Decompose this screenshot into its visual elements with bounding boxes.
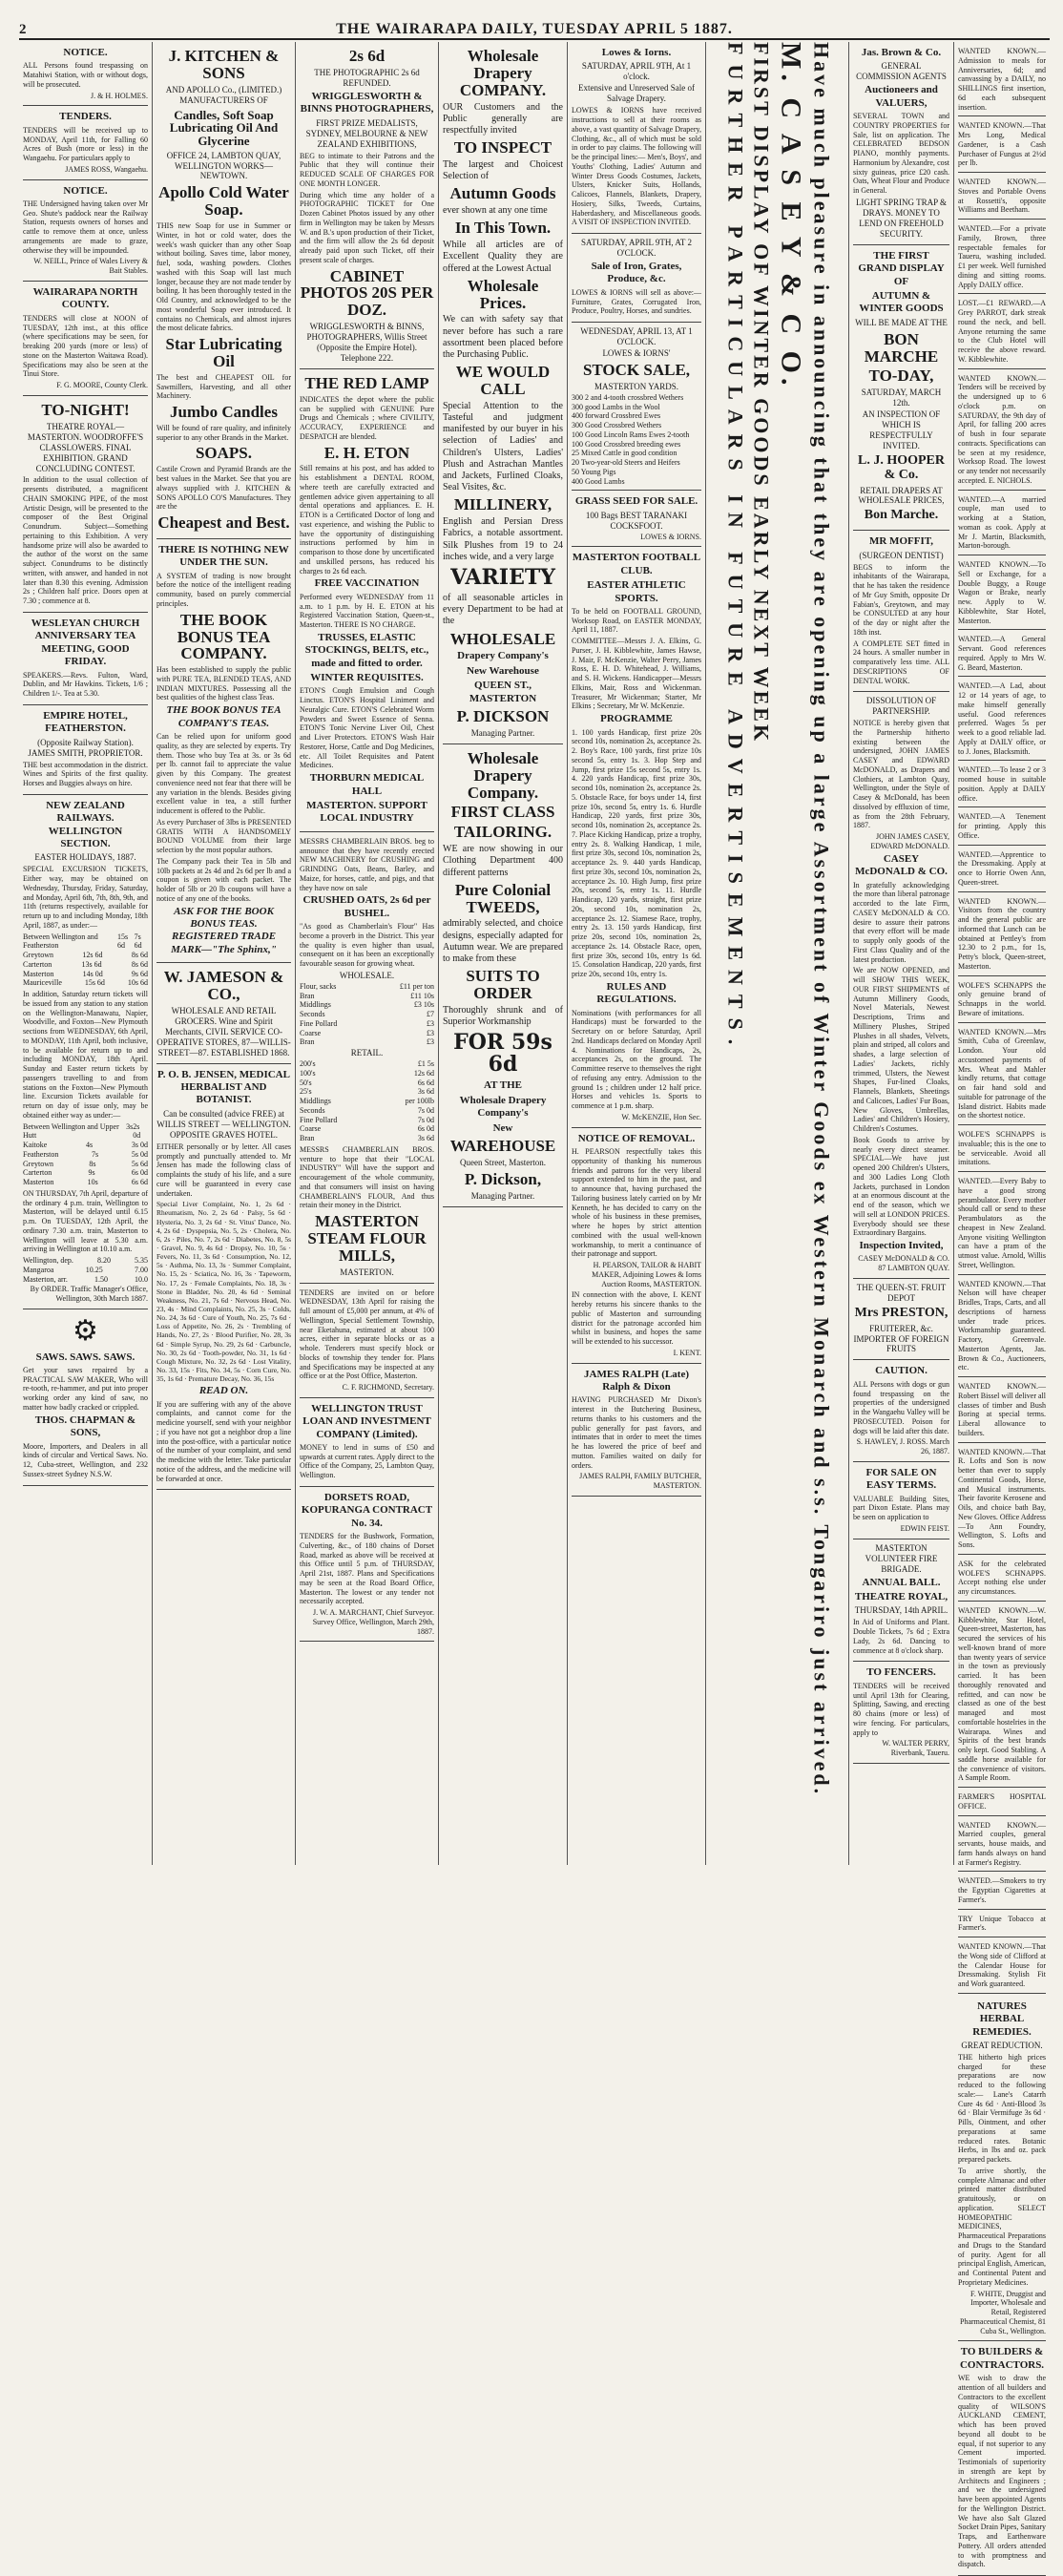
ad-kitchen: J. KITCHEN & SONS AND APOLLO Co., (LIMITED.) MANUFACTURERS OF Candles, Soft Soap Lubricating Oil And Glycerine OFFICE 24, LAMBTON QUAY, WELLINGTON WORKS—NEWTOWN. Apollo Cold Water Soap. THIS new Soap for use in Summer or Winter, in hot or cold water, does the week's wash quicker than any other Soap without boiling. Saves time, labor money, fuel, soda, washing powders. Clothes washed with this Soap will last much longer, because they are not made tender by boiling. It has been thoroughly tested in the Old Country, and acknowledged to be the most wonderful Soap ever introduced. It contains no Chemicals, and almost injures the most delicate fabrics. Star Lubricating Oil The best and CHEAPEST OIL for Sawmillers, Harvesting, and all other Machinery. Jumbo Candles Will be found of rare quality, and infinitely superior to any other Brands in the Market. SOAPS. Castile Crown and Pyramid Brands are the best values in the Market. See that you are always supplied with J. KITCHEN & SONS APOLLO CO'S Manufactures. They are the Cheapest and Best. xyxy=(156,42,291,539)
timetable-row: Mangaroa 10.25 7.00 xyxy=(23,1265,148,1274)
ad-football-club: MASTERTON FOOTBALL CLUB. EASTER ATHLETIC SPORTS. To be held on FOOTBALL GROUND, Worksop Road, on EASTER MONDAY, April 11, 1887. COMMITTEE—Messrs J. A. Elkins, G. Purser, J. H. Kibblewhite, James Hawse, J. Mair, F. McKenzie, Walter Perry, James Ross, E. H. D. Whitehead, J. Williams, and S. H. Wickens. Handicapper—Messrs Elkins, Mair, Ross and Wickenman. Treasurer, Mr Wickenman; Starter, Mr Elkins ; Secretary, Mr W. McKenzie. PROGRAMME 1. 100 yards Handicap, first prize 20s second 10s, nomination 2s, acceptance 2s. 2. Boy's Race, 100 yards, first prize 10s second 5s, entry 1s. 3. Hop Step and Jump, first prize 15s second 5s, entry 1s. 4. 220 yards Handicap, first prize 30s, second 10s, nomination 2s, acceptance 2s. 5. Obstacle Race, for boys under 14, first prize 10s, second 5s, entry 1s. 6. Hurdle Handicap, 220 yards, first prize 30s, second 10s, nomination 2s, acceptance 2s. 7. Place Kicking Handicap, prize a trophy, entry 2s. 8. Walking Handicap, 1 mile, first prize 30s, second 10s, nomination 2s, acceptance 2s. 9. 440 yards Handicap, first prize 30s, second 10s, nomination 2s, acceptance 2s. 10. High Jump, first prize 20s, second 5s, entry 1s. 11. Hurdle Handicap, 120 yards, straight, first prize 20s, second 10s, nomination 2s, acceptance 2s. 12. Siamese Race, trophy, entry 2s. 13. 150 yards Handicap, first prize 20s, second 10s, nomination 2s, acceptance 2s. 14. Obstacle Race, open, first prize 30s, second 10s, entry 1s 6d. 15. Consolation Handicap, 220 yards, first prize 20s, second 10s, entry 1s. RULES AND REGULATIONS. Nominations (with performances for all Handicaps) must be forwarded to the Secretary on or before Saturday, April 2nd. Handicaps declared on Monday April 4. Nominations for Handicaps, 2s, acceptances 2s, on the ground. The Committee reserve to themselves the right of refusing any entry. Admission to the ground 1s ; children under 12 half price. Horses and vehicles 1s. Sports to commence at 1 p.m. sharp. W. McKENZIE, Hon Sec. xyxy=(572,547,701,1127)
wanted-notice: WOLFE'S SCHNAPPS the only genuine brand of Schnapps in the world. Beware of imitations. xyxy=(958,978,1046,1023)
ad-tenders: TENDERS. TENDERS will be received up to MONDAY, April 11th, for Falling 60 Acres of Bush (more or less) in the Wangaehu. For particulars apply to JAMES ROSS, Wangaehu. xyxy=(23,106,148,179)
ad-fire-brigade: MASTERTON VOLUNTEER FIRE BRIGADE. ANNUAL BALL. THEATRE ROYAL, THURSDAY, 14th APRIL. In Aid of Uniforms and Plant. Double Tickets, 7s 6d ; Extra Lady, 2s 6d. Dancing to commence at 8 o'clock sharp. xyxy=(853,1539,949,1663)
wanted-notice: WANTED KNOWN.—That R. Lofts and Son is now better than ever to supply Continental Goods, Horse, and Musical instruments. Their favorite Kerosene and Oils, and choice bath Bay, New Gloves. Office Address—To Ann Foundry, Wellington, S. Lofts and Sons. xyxy=(958,1445,1046,1555)
stock-item: 300 good Lambs in the Wool xyxy=(572,402,660,411)
ad-dorsets-road: DORSETS ROAD, KOPURANGA CONTRACT No. 34. TENDERS for the Bushwork, Formation, Culverting, &c., of 180 chains of Dorset Road, marked as above will be received at this Office until 5 p.m. of THURSDAY, April 21st, 1887. Plans and Specifications may be seen at the Road Board Office, Masterton. The lowest or any tender not necessarily accepted. J. W. A. MARCHANT, Chief Surveyor. Survey Office, Wellington, March 29th, 1887. xyxy=(300,1487,434,1642)
wanted-notice: WANTED.—For a private Family, Brown, three respectable females for Taueru, washing included. £1 per week. Well furnished dining and sitting rooms. Apply DAILY office. xyxy=(958,221,1046,294)
masthead xyxy=(19,13,1050,40)
ad-wesleyan: WESLEYAN CHURCH ANNIVERSARY TEA MEETING, GOOD FRIDAY. SPEAKERS.—Revs. Fulton, Ward, Dublin, and Mr Hawkins. Tickets, 1/6 ; Children 1/-. Tea at 5.30. xyxy=(23,613,148,705)
wanted-notice: WOLFE'S SCHNAPPS is invaluable; this is the one to be serviceable. Avoid all imitations. xyxy=(958,1127,1046,1172)
ad-jensen: P. O. B. JENSEN, MEDICAL HERBALIST AND BOTANIST. Can be consulted (advice FREE) at WILLIS STREET — WELLINGTON. OPPOSITE GRAVES HOTEL. EITHER personally or by letter. All cases promptly and punctually attended to. Mr Jensen has made the following class of complaints the study of his life, and a sure cure will be guaranteed in every case undertaken. Special Liver Complaint, No. 1, 2s 6d · Rheumatism, No. 2, 2s 6d · Palsy, 5s 6d · Hysteria, No. 3, 2s 6d · St. Vitus' Dance, No. 4, 2s 6d · Dyspepsia, No. 5, 2s · Cholera, No. 6, 2s · Piles, No. 7, 2s 6d · Diabetes, No. 8, 5s · Gravel, No. 9, 4s 6d · Dropsy, No. 10, 5s · Fevers, No. 11, 3s 6d · Consumption, No. 12, 5s · Asthma, No. 13, 3s · Summer Complaint, No. 15, 2s · Sciatica, No. 16, 3s · Tapeworm, No. 17, 2s · Female Complaints, No. 18, 3s · Stone in Bladder, No. 20, 4s 6d · Seminal Weakness, No. 21, 7s 6d · Nervous Head, No. 23, 4s · Mind Complaints, No. 25, 3s · Colds, No. 24, 3s 6d · Cure of Youth, No. 25, 7s 6d · Loss of Appetite, No. 26, 2s · Trembling of Hands, No. 27, 2s · Blood Purifier, No. 28, 3s 6d · Simple Syrup, No. 29, 2s 6d · Carbuncle, No. 30, 2s 6d · Tooth-powder, No. 31, 1s 6d · Cough Mixture, No. 32, 2s 6d · Lost Vitality, No. 33, 15s · Fits, No. 34, 5s · Corn Cure, No. 35, 1s 6d · Premature Decay, No. 36, 15s READ ON. If you are suffering with any of the above complaints, and cannot come for the medicine yourself, send with your neighbor ; if you have not got a neighbor drop a line into the post-office, with a particular notice of the number of your complaint, and send the medicine with the letter. Take particular notice of the address, and the medicine will be forwarded at once. xyxy=(156,1064,291,1491)
ad-jameson: W. JAMESON & CO., WHOLESALE AND RETAIL GROCERS. Wine and Spirit Merchants, CIVIL SERVICE CO-OPERATIVE STORES, 87—WILLIS-STREET—87. ESTABLISHED 1868. xyxy=(156,963,291,1064)
ad-book-bonus: THERE IS NOTHING NEW UNDER THE SUN. A SYSTEM of trading is now brought before the notice of the intelligent reading community, based on purely commercial principles. THE BOOK BONUS TEA COMPANY. Has been established to supply the public with PURE TEA, BLENDED TEAS, AND INDIAN MIXTURES. Possessing all the best qualities of the highest class Teas. THE BOOK BONUS TEA COMPANY'S TEAS. Can be relied upon for uniform good quality, as they are selected by experts. Try them. Those who buy Tea at 3s. or 3s 6d per lb. cannot fail to appreciate the value given by this Company. The greatest convenience need not fear that there will be any variation in the blends. Besides giving excellent value in tea, a still further inducement is offered to the Public. As every Purchaser of 3lbs is PRESENTED GRATIS WITH A HANDSOMELY BOUND VOLUME from their large selection by the most popular authors. The Company pack their Tea in 5lb and 10lb packets at 2s 4d and 2s 6d per lb and a coupon is given with each packet. The holder of 5lb or 20 lb coupons will have a notice of any one of the books. ASK FOR THE BOOK BONUS TEAS. REGISTERED TRADE MARK—"The Sphinx," xyxy=(156,539,291,963)
wanted-notice: WANTED KNOWN.—Admission to meals for Anniversaries, 6d; and canvassing by a DAILY, no SHILLINGS first insertion, 6d each subsequent insertion. xyxy=(958,44,1046,116)
ad-saws: ⚙ SAWS. SAWS. SAWS. Get your saws repaired by a PRACTICAL SAW MAKER, Who will re-tooth, re-hammer, and put into proper working order any kind of saw, no matter how badly cracked or crippled. THOS. CHAPMAN & SONS, Moore, Importers, and Dealers in all kinds of circular and Vertical Saws. No. 12, Cuba-street, Wellington, and 232 Sussex-street Sydney N.S.W. xyxy=(23,1309,148,1486)
wanted-notice: LOST.—£1 REWARD.—A Grey PARROT, dark streak round the neck, and bell. Anyone returning the same to the Club Hotel will receive the above reward. W. Kibblewhite. xyxy=(958,296,1046,368)
wanted-notice: WANTED.—To lease 2 or 3 roomed house in suitable position. Apply at DAILY office. xyxy=(958,763,1046,807)
fare-row: Carterton 13s 6d 8s 6d xyxy=(23,959,148,969)
wanted-notice: WANTED.—A Tenement for printing. Apply this Office. xyxy=(958,809,1046,845)
column-6-rotated xyxy=(706,42,849,1865)
ad-for-sale: FOR SALE ON EASY TERMS. VALUABLE Building Sites, part Dixon Estate. Plans may be seen on application to EDWIN FEIST. xyxy=(853,1462,949,1539)
columns xyxy=(19,42,1050,2569)
wanted-notice: FARMER'S HOSPITAL OFFICE. xyxy=(958,1790,1046,1816)
price-row: 200's £1 5s xyxy=(300,1059,434,1068)
rotated-line-3: FIRST DISPLAY OF WINTER GOODS EARLY NEXT WEEK xyxy=(748,42,773,744)
ad-north-county: WAIRARAPA NORTH COUNTY. TENDERS will close at NOON of TUESDAY, 12th inst., at this office (where specifications may be seen, for breaking 200 yards (more or less) of stone on the Masterton Waitawa Road). Specifications may also be seen at the Tinui Store. F. G. MOORE, County Clerk. xyxy=(23,282,148,396)
stock-item: 100 Good Lincoln Rams Ewes 2-tooth xyxy=(572,429,690,439)
price-row: Middlings £3 10s xyxy=(300,1000,434,1010)
price-row: 100's 12s 6d xyxy=(300,1068,434,1078)
fare-row: Masterton 14s 0d 9s 6d xyxy=(23,969,148,978)
fare-row: Carterton 9s 6s 0d xyxy=(23,1168,148,1178)
column-8 xyxy=(954,42,1050,2569)
fare-row: Featherston 7s 5s 0d xyxy=(23,1149,148,1159)
ad-photographers: 2s 6d THE PHOTOGRAPHIC 2s 6d REFUNDED. WRIGGLESWORTH & BINNS PHOTOGRAPHERS, FIRST PRIZE MEDALISTS, SYDNEY, MELBOURNE & NEW ZEALAND EXHIBITIONS, BEG to intimate to their Patrons and the Public that they will continue their REDUCED SCALE OF CHARGES FOR ONE MONTH LONGER. During which time any holder of a PHOTOGRAPHIC TICKET for One Dozen Cabinet Photos issued by any other firm in Wellington may be taken by Messrs W. and B.'s upon production of their Ticket, and the firm will allow the 2s 6d deposit already paid upon such Ticket, off their present scale of charges. CABINET PHOTOS 20S PER DOZ. WRIGGLESWORTH & BINNS, PHOTOGRAPHERS, Willis Street (Opposite the Empire Hotel). Telephone 222. xyxy=(300,42,434,369)
ad-railways: NEW ZEALAND RAILWAYS. WELLINGTON SECTION. EASTER HOLIDAYS, 1887. SPECIAL EXCURSION TICKETS, Either way, may be obtained on Wednesday, Thursday, Friday, Saturday, and Monday, April 6th, 7th, 8th, 9th, and 11th (returns respectively, available for return up to and including Monday, 18th April, 1887, as under:— Between Wellington and Featherston 15s 6d 7s 6d Greytown 12s 6d 8s 6d Carterton 13s 6d 8s 6d Masterton 14s 0d 9s 6d Mauriceville 15s 6d 10s 6d In addition, Saturday return tickets will be issued from any station to any station on the Wellington-Manawatu, Napier, Woodville, and Foxton—New Plymouth sections from WEDNESDAY, 6th April, to MONDAY, 11th April, both inclusive, to be available for return up to and including MONDAY, 18th April. Sunday and Easter return tickets by passengers travelling to and from stations on the Foxton—New Plymouth line. Excursion Tickets available for return on day of issue only, may be obtained either way as under:— Between Wellington and Upper Hutt 3s 2s 0d Kaitoke 4s 3s 0d Featherston 7s 5s 0d Greytown 8s 5s 6d Carterton 9s 6s 0d Masterton 10s 6s 6d ON THURSDAY, 7th April, departure of the ordinary 4 p.m. train, Wellington to Masterton, will be delayed until 6.15 p.m. On TUESDAY, 12th April, the ordinary 7.30 a.m. train, Masterton to Wellington will leave at 5.30 a.m. arriving in Wellington at 10.10 a.m. Wellington, dep. 8.20 5.35 Mangaroa 10.25 7.00 Masterton, arr. 1.50 10.0 By ORDER. Traffic Manager's Office, Wellington, 30th March 1887. xyxy=(23,795,148,1309)
ad-trust-loan: WELLINGTON TRUST LOAN AND INVESTMENT COMPANY (Limited). MONEY to lend in sums of £50 and upwards at current rates. Apply direct to the Office of the Company, 25, Lambton Quay, Wellington. xyxy=(300,1398,434,1487)
ad-preston: THE QUEEN-ST. FRUIT DEPOT Mrs PRESTON, FRUITERER, &c. IMPORTER OF FOREIGN FRUITS xyxy=(853,1279,949,1361)
ad-caution: CAUTION. ALL Persons with dogs or gun found trespassing on the properties of the undersigned in the Wangaehu Valley will be PROSECUTED. Poison for dogs will be laid after this date. S. HAWLEY, J. ROSS. March 26, 1887. xyxy=(853,1360,949,1461)
ad-bon-marche: THE FIRST GRAND DISPLAY OF AUTUMN & WINTER GOODS WILL BE MADE AT THE BON MARCHE TO-DAY, SATURDAY, MARCH 12th. AN INSPECTION OF WHICH IS RESPECTFULLY INVITED. L. J. HOOPER & Co. RETAIL DRAPERS AT WHOLESALE PRICES, Bon Marche. xyxy=(853,245,949,531)
ad-grass-seed: GRASS SEED FOR SALE. 100 Bags BEST TARANAKI COCKSFOOT. LOWES & IORNS. xyxy=(572,491,701,547)
price-row: Bran 3s 6d xyxy=(300,1134,434,1142)
fare-table xyxy=(23,932,148,989)
column-4 xyxy=(439,42,568,1865)
wanted-notice: WANTED.—A Lad, about 12 or 14 years of age, to make himself generally useful. Good references preferred. Wages 5s per week to a good reliable lad. Apply at DAILY office, or to J. Jones, Blacksmith. xyxy=(958,679,1046,761)
retail-prices xyxy=(300,1059,434,1143)
ad-dissolution: DISSOLUTION OF PARTNERSHIP. NOTICE is hereby given that the Partnership hitherto existing between the undersigned, JOHN JAMES CASEY and EDWARD McDONALD, as Drapers and Clothiers, at Lambton Quay, Wellington, under the Style of Casey & McDonald, has been dissolved by effluxion of time, as from the 28th February, 1887. JOHN JAMES CASEY, EDWARD McDONALD. CASEY McDONALD & CO. In gratefully acknowledging the more than liberal patronage accorded to the late Firm, CASEY McDONALD & CO. desire to assure their patrons that every effort will be made to supply only goods of the First Class Quality and of the latest production. We are NOW OPENED, and will SHOW THIS WEEK, OUR FIRST SHIPMENTS of Autumn Millinery Goods, Novel Materials, Newest Descriptions, Trims and Millinery Plushes, Striped Plushes in all shades, Velvets, plain and striped, all colors and shades, a large selection of Ladies' Jackets, richly trimmed, Ulsters, the Newest Shapes, Fur-lined Cloaks, Flannels, Blankets, Sheetings and Calicoes, Ladies' Fur Boas, New Gloves, Umbrellas, Ladies' and Children's Hosiery, Children's Costumes. Book Goods to arrive by nearly every direct steamer. SPECIAL—We have just opened 200 Children's Ulsters, and 300 Ladies Long Cloth Jackets, purchased in London at an enormous discount at the end of the season, which we will sell at LONDON PRICES. Everybody should see these Extraordinary Bargains. Inspection Invited, CASEY McDONALD & CO. 87 LAMBTON QUAY. xyxy=(853,692,949,1279)
ad-red-lamp: THE RED LAMP INDICATES the depot where the public can be supplied with GENUINE Pure Drugs and Chemicals ; where CIVILITY, ACCURACY, EXPERIENCE and DESPATCH are blended. E. H. ETON Still remains at his post, and has added to his establishment a DENTAL ROOM, where teeth are carefully extracted and gentlemen advice given appertaining to all dental operations and appliances. E. H. ETON is a Certificated Doctor of long and vast experience, and wishing the Public to have the opportunity of distinguishing instructions performed by him in comparison to those done by uncertificated and unskilled persons, has reduced his charges to 2s 6d each. FREE VACCINATION Performed every WEDNESDAY from 11 a.m. to 1 p.m. by H. E. ETON at his Registered Vaccination Station, Queen-st., Masterton. THERE IS NO CHARGE. TRUSSES, ELASTIC STOCKINGS, BELTS, etc., made and fitted to order. WINTER REQUISITES. ETON'S Cough Emulsion and Cough Linctus. ETON'S Hospital Liniment and Neuralgic Cure. ETON'S Celebrated Worm Powders and Sweet Essence of Senna. ETON'S Tonic Nervine Liver Oil, Chest and Liver Protectors. ETON'S Wash Hair Restorer, Horse, Cattle and Dog Medicines, etc. All Toilet Requisites and Patent Medicines. THORBURN MEDICAL HALL MASTERTON. SUPPORT LOCAL INDUSTRY xyxy=(300,369,434,832)
ad-lowes-iorns: Lowes & Iorns. SATURDAY, APRIL 9TH, At 1 o'clock. Extensive and Unreserved Sale of Salvage Drapery. LOWES & IORNS have received instructions to sell at their rooms as above, a vast quantity of Salvage Drapery, Clothing, &c., all of which must be sold in order to pay claims. The following will be the principal lines:— Men's, Boys', and Youths' Clothing, Ladies' Autumn and Winter Dress Goods Costumes, Jackets, Ulsters, Knicker Suits, Hollands, Calicoes, Flannels, Blankets, Drapery, Hosiery, Silks, Tweeds, Curtains, Haberdashery, and Miscellaneous goods. A VISIT OF INSPECTION INVITED. xyxy=(572,42,701,234)
wanted-notice: WANTED KNOWN.—Tenders will be received by the undersigned up to 6 o'clock p.m. on SATURDAY, the 9th day of April, for falling 200 acres of bush in four separate contracts. Specifications can be seen at my residence, Worksop Road. The lowest or any tender not necessarily accepted. E. NICHOLS. xyxy=(958,371,1046,491)
newspaper-title: THE WAIRARAPA DAILY, TUESDAY APRIL 5 1887. xyxy=(336,21,733,37)
ad-natures-remedies: NATURES HERBAL REMEDIES. GREAT REDUCTION. THE hitherto high prices charged for these preparations are now reduced to the following scale:— Lane's Catarrh Cure 4s 6d · Anti-Blood 3s 6d · Blair Vermifuge 3s 6d · Pills, Ointment, and other preparations at same reduced rates. Botanic Herbs, in lbs and oz. pack prepared packets. To arrive shortly, the complete Almanac and other printed matter distributed gratuitously, or on application. SELECT HOMEOPATHIC MEDICINES, Pharmaceutical Preparations and Drugs to the Standard of purity. Agent for all principal English, American, and Continental Patent and Proprietary Medicines. F. WHITE, Druggist and Importer, Wholesale and Retail, Registered Pharmaceutical Chemist, 81 Cuba St., Wellington. xyxy=(958,1996,1046,2342)
stock-item: 400 forward Crossbred Ewes xyxy=(572,411,661,421)
fare-row: Between Wellington and Featherston 15s 6d 7s 6d xyxy=(23,932,142,951)
column-2 xyxy=(153,42,296,1865)
ad-tailoring: Wholesale Drapery Company. FIRST CLASS TAILORING. WE are now showing in our Clothing Department 400 different patterns Pure Colonial TWEEDS, admirably selected, and choice designs, especially adapted for Autumn wear. We are prepared to make from these SUITS TO ORDER Thoroughly shrunk and of Superior Workmanship FOR 59s 6d AT THE Wholesale Drapery Company's New WAREHOUSE Queen Street, Masterton. P. Dickson, Managing Partner. xyxy=(443,744,563,1207)
stock-item: 300 2 and 4-tooth crossbred Wethers xyxy=(572,392,684,402)
ad-builders: TO BUILDERS & CONTRACTORS. WE wish to draw the attention of all builders and Contractors to the excellent quality of WILSON'S AUCKLAND CEMENT, which has been proved beyond all doubt to be equal, if not superior to any Cement imported. Testimonials of superiority in strength are kept by Architects and Engineers ; and we the undersigned have been appointed Agents for the Wellington District. We have also Salt Glazed Socket Drain Pipes, Sanitary Traps, and Earthenware Pottery. All orders attended to with promptness and dispatch. xyxy=(958,2341,1046,2576)
column-7 xyxy=(849,42,954,1865)
stock-item: 20 Two-year-old Steers and Heifers xyxy=(572,458,680,467)
fare-row: Masterton 10s 6s 6d xyxy=(23,1178,148,1187)
fare-table-2 xyxy=(23,1122,148,1187)
ad-empire-hotel: EMPIRE HOTEL, FEATHERSTON. (Opposite Railway Station). JAMES SMITH, PROPRIETOR. THE best accommodation in the district. Wines and Spirits of the first quality. Horses and Buggies always on hire. xyxy=(23,705,148,795)
ad-moffit: MR MOFFIT, (SURGEON DENTIST) BEGS to inform the inhabitants of the Wairarapa, that he has taken the residence of Mr Guy Smith, opposite Dr Fabian's, Greytown, and may be CONSULTED at any hour of the day or night after the 18th inst. A COMPLETE SET fitted in 24 hours. A smaller number in comparatively less time. ALL DESCRIPTIONS OF DENTAL WORK. xyxy=(853,531,949,692)
wanted-notice: WANTED.—Every Baby to have a good strong perambulator. Every mother should call or send to these Perambulators as the cheapest in New Zealand. Anyone visiting Wellington can have a pram of the utmost value. Arnold, Willis Street, Wellington. xyxy=(958,1174,1046,1275)
ad-tonight: TO-NIGHT! THEATRE ROYAL—MASTERTON. WOODROFFE'S CLASSLOWERS. FINAL EXHIBITION. GRAND CONCLUDING CONTEST. In addition to the usual collection of presents distributed, a magnificent CHAIN SMOKING PIPE, of the most Artistic Design, will be presented to the composer of the Best Original Conundrum. Subject—Something pertaining to this Exhibition. A very handsome prize will also be awarded to the author of the worst on the same subject. Conundrums to be distinctly written, with answer, and handed in not later than 8.30 this evening. Admission 2s ; Children half price. Doors open at 7.30 ; commence at 8. xyxy=(23,396,148,613)
price-row: 50's 6s 6d xyxy=(300,1078,434,1087)
price-row: 25's 3s 6d xyxy=(300,1087,434,1097)
wanted-notice: WANTED.—Smokers to try the Egyptian Cigarettes at Farmer's. xyxy=(958,1874,1046,1909)
column-1 xyxy=(19,42,153,1865)
price-row: Bran £11 10s xyxy=(300,991,434,1000)
wanted-known-list xyxy=(958,44,1046,1994)
price-row: Fine Pollard £3 xyxy=(300,1018,434,1028)
ad-jas-brown: Jas. Brown & Co. GENERAL COMMISSION AGENTS Auctioneers and VALUERS, SEVERAL TOWN and COUNTRY PROPERTIES for Sale, list on application. The CELEBRATED BEDSON PIANO, monthly payments. Harmonium by Alexandre, cost sixty guineas, price £20 cash. Oats, Wheat Flour and Produce in General. LIGHT SPRING TRAP & DRAYS. MONEY TO LEND ON FREEHOLD SECURITY. xyxy=(853,42,949,245)
wanted-notice: WANTED KNOWN.—Mrs Smith, Cuba of Greenlaw, London. Your old accustomed payments of Mrs. Wheat and Mahler kindly returns, that cottage on fair hand sold and suitable for patronage of the Island district. Habits made on the shortest notice. xyxy=(958,1025,1046,1126)
ad-removal: NOTICE OF REMOVAL. H. PEARSON respectfully takes this opportunity of thanking his numerous friends and patrons for the very liberal support extended to him in the past, and to announce that, having purchased the Tailoring business lately carried on by Mr Kenneth, he has decided to carry on the whole of his business in these premises, where he hopes by strict attention combined with the usual well-known workmanship, to merit a continuance of their patronage and support. H. PEARSON, TAILOR & HABIT MAKER, Adjoining Lowes & Iorns Auction Rooms, MASTERTON. IN connection with the above, I. KENT hereby returns his sincere thanks to the public of Masterton and surrounding district for the patronage accorded him whilst in business, and hopes the same will be extended to his successor. I. KENT. xyxy=(572,1128,701,1364)
price-row: Fine Pollard 7s 0d xyxy=(300,1115,434,1124)
wanted-notice: WANTED KNOWN.—To Sell or Exchange, for a Double Buggy, a Rouge Wagon or Brake, nearly new. Apply to W. Kibblewhite, Star Hotel, Masterton. xyxy=(958,557,1046,630)
stock-item: 50 Young Pigs xyxy=(572,467,616,476)
price-row: Middlings per 100lb xyxy=(300,1097,434,1105)
wholesale-prices xyxy=(300,982,434,1047)
ad-mills-tender: TENDERS are invited on or before WEDNESDAY, 13th April for raising the full amount of £5,000 per annum, at 4% of Wellington, Special Settlement Township, near Eketahuna, estimated at about 100 acres, either in separate blocks or as a whole. Tenderers must specify block or blocks of township they tender for. Plans and Specifications may be inspected at any office or at the Post Office, Masterton. C. F. RICHMOND, Secretary. xyxy=(300,1284,434,1398)
ad-stock-sale: WEDNESDAY, APRIL 13, AT 1 O'CLOCK. LOWES & IORNS' STOCK SALE, MASTERTON YARDS. 300 2 and 4-tooth crossbred Wethers 300 good Lambs in the Wool 400 forward Crossbred Ewes 300 Good Crossbred Wethers 100 Good Lincoln Rams Ewes 2-tooth 100 Good Crossbred breeding ewes 25 Mixed Cattle in good condition 20 Two-year-old Steers and Heifers 50 Young Pigs 400 Good Lambs xyxy=(572,323,701,491)
wanted-notice: WANTED KNOWN.—Stoves and Portable Ovens at Rossetti's, opposite Williams and Beetham. xyxy=(958,175,1046,220)
fare-row: Kaitoke 4s 3s 0d xyxy=(23,1141,148,1150)
wanted-notice: WANTED KNOWN.—Married couples, general servants, house maids, and farm hands always on hand at Farmer's Registry. xyxy=(958,1818,1046,1873)
stock-item: 100 Good Crossbred breeding ewes xyxy=(572,439,681,449)
fare-row: Between Wellington and Upper Hutt 3s 2s 0d xyxy=(23,1121,141,1141)
stock-item: 25 Mixed Cattle in good condition xyxy=(572,449,677,458)
timetable-row: Masterton, arr. 1.50 10.0 xyxy=(23,1274,148,1284)
timetable xyxy=(23,1256,148,1284)
wanted-notice: WANTED.—A General Servant. Good references required. Apply to Mrs W. G. Beard, Masterton. xyxy=(958,632,1046,677)
column-3 xyxy=(296,42,439,1865)
saw-icon: ⚙ xyxy=(73,1314,98,1347)
wanted-notice: WANTED KNOWN.—Visitors from the country and the general public are informed that Lunch can be obtained at Pettley's from 12.30 to 2 p.m., for 1s, Petty's block, Queen-street, Masterton. xyxy=(958,894,1046,976)
page-number: 2 xyxy=(19,22,27,37)
ad-wholesale-drapery: Wholesale Drapery COMPANY. OUR Customers and the Public generally are respectfully invited TO INSPECT The largest and Choicest Selection of Autumn Goods ever shown at any one time In This Town. While all articles are of Excellent Quality they are offered at the Lowest Actual Wholesale Prices. We can with safety say that never before has such a rare assortment been placed before the Purchasing Public. WE WOULD CALL Special Attention to the Tasteful and judgment manifested by our buyer in his selection of Ladies' and Children's Ulsters, Ladies' Plush and Astrachan Mantles and Jackets, Furlined Cloaks, Seal Visites, &c. MILLINERY, English and Persian Dress Fabrics, a notable assortment. Silk Plushes from 19 to 24 inches wide, and a very large VARIETY of all seasonable articles in every Department to be had at the WHOLESALE Drapery Company's New Warehouse QUEEN ST., MASTERTON P. DICKSON Managing Partner. xyxy=(443,42,563,744)
price-row: Coarse 6s 0d xyxy=(300,1124,434,1134)
ad-notice-neill: NOTICE. THE Undersigned having taken over Mr Geo. Shute's paddock near the Railway Station, requests owners of horses and cattle to remove them at once, unless arrangements are made to graze, otherwise they will be impounded. W. NEILL, Prince of Wales Livery & Bait Stables. xyxy=(23,180,148,282)
stock-list xyxy=(572,393,701,487)
wanted-notice: WANTED.—Apprentice to the Dressmaking. Apply at once to Horrie Owen Ann, Queen-street. xyxy=(958,848,1046,892)
fare-row: Greytown 12s 6d 8s 6d xyxy=(23,951,148,960)
timetable-row: Wellington, dep. 8.20 5.35 xyxy=(23,1256,148,1266)
ad-notice-matahiwi: NOTICE. ALL Persons found trespassing on Matahiwi Station, with or without dogs, will be prosecuted. J. & H. HOLMES. xyxy=(23,42,148,106)
price-row: Seconds £7 xyxy=(300,1010,434,1019)
stock-item: 400 Good Lambs xyxy=(572,476,625,486)
wanted-notice: WANTED KNOWN.—That Mrs Long, Medical Gardener, is a Cash Purchaser of Fungus at 2½d per lb. xyxy=(958,118,1046,173)
ad-james-ralph: JAMES RALPH (Late) Ralph & Dixon HAVING PURCHASED Mr Dixon's interest in the Butchering Business, returns thanks to his customers and the public generally for past favors, and intimates that in order to meet the times he has lowered the price of beef and mutton. Families waited on daily for orders. JAMES RALPH, FAMILY BUTCHER, MASTERTON. xyxy=(572,1364,701,1497)
price-row: Coarse £3 xyxy=(300,1028,434,1037)
wanted-notice: WANTED KNOWN.—W. Kibblewhite, Star Hotel, Queen-street, Masterton, has secured the services of his well-known brand of more than twenty years of service in the town as previously carried. It has been thoroughly renovated and refitted, and can now be classed as one of the best managed and most comfortable hostelries in the Wairarapa. Wines and Spirits of the best brands only kept. Good Stabling. A saddle horse available for the convenience of visitors. A Sample Room. xyxy=(958,1603,1046,1788)
fare-row: Mauriceville 15s 6d 10s 6d xyxy=(23,978,148,988)
ad-chamberlain: MESSRS CHAMBERLAIN BROS. beg to announce that they have recently erected NEW MACHINERY for CRUSHING and GRINDING Oats, Beans, Barley, and Maize, for horses, cattle, and pigs, and that they have now on sale CRUSHED OATS, 2s 6d per BUSHEL. "As good as Chamberlain's Flour" Has become a proverb in the District. This year the quality is even higher than usual, consequent on it has been an exceptionally favourable season for growing wheat. WHOLESALE. Flour, sacks £11 per ton Bran £11 10s Middlings £3 10s Seconds £7 Fine Pollard £3 Coarse £3 Bran £3 RETAIL. 200's £1 5s 100's 12s 6d 50's 6s 6d 25's 3s 6d Middlings per 100lb Seconds 7s 0d Fine Pollard 7s 0d Coarse 6s 0d Bran 3s 6d MESSRS CHAMBERLAIN BROS. venture to hope that their "LOCAL INDUSTRY" Will have the support and encouragement of the whole community, and that consumers will insist on having CHAMBERLAIN'S FLOUR, And thus retain their money in the District. MASTERTON STEAM FLOUR MILLS, MASTERTON. xyxy=(300,832,434,1284)
wanted-notice: WANTED.—A married couple, man used to working at a Station, woman as cook. Apply at Mr J. Martin, Blacksmith, Marton-borough. xyxy=(958,492,1046,556)
wanted-notice: WANTED KNOWN.—That the Wong side of Clifford at the Calendar House for Dressmaking. Stylish Fit and Work guaranteed. xyxy=(958,1939,1046,1994)
rotated-line-2: M. C A S E Y & C O. xyxy=(775,42,807,390)
wanted-notice: WANTED KNOWN.—That Nelson will have cheaper Bridles, Traps, Carts, and all descriptions of harness under trade prices. Workmanship guaranteed. Factory, Greenvale. Masterton Agents, Jas. Brown & Co., Auctioneers, etc. xyxy=(958,1277,1046,1378)
price-row: Bran £3 xyxy=(300,1037,434,1047)
wanted-notice: ASK for the celebrated WOLFE'S SCHNAPPS. Accept nothing else under any circumstances. xyxy=(958,1557,1046,1602)
ad-fencers: TO FENCERS. TENDERS will be received until April 13th for Clearing, Splitting, Sawing, and erecting 80 chains (more or less) of wire fencing. For particulars, apply to W. WALTER PERRY, Riverbank, Taueru. xyxy=(853,1662,949,1763)
fare-row: Greytown 8s 5s 6d xyxy=(23,1159,148,1168)
rotated-line-1: Have much pleasure in announcing that they are opening up a large Assortment of Winter Goods ex Western Monarch and s.s. Tongariro just arrived. xyxy=(809,42,834,1797)
wanted-notice: TRY Unique Tobacco at Farmer's. xyxy=(958,1912,1046,1938)
price-row: Seconds 7s 0d xyxy=(300,1105,434,1115)
price-row: Flour, sacks £11 per ton xyxy=(300,981,434,991)
stock-item: 300 Good Crossbred Wethers xyxy=(572,421,662,429)
rotated-line-4: FURTHER PARTICULARS IN FUTURE ADVERTISEMENTS. xyxy=(722,42,747,1055)
column-5 xyxy=(568,42,706,1865)
wanted-notice: WANTED KNOWN.—Robert Bissel will deliver all classes of timber and Bush Boring at special terms. Liberal allowance to builders. xyxy=(958,1379,1046,1443)
ad-iron-sale: SATURDAY, APRIL 9TH, AT 2 O'CLOCK. Sale of Iron, Grates, Produce, &c. LOWES & IORNS will sell as above:— Furniture, Grates, Corrugated Iron, Produce, Poultry, Horses, and sundries. xyxy=(572,234,701,323)
